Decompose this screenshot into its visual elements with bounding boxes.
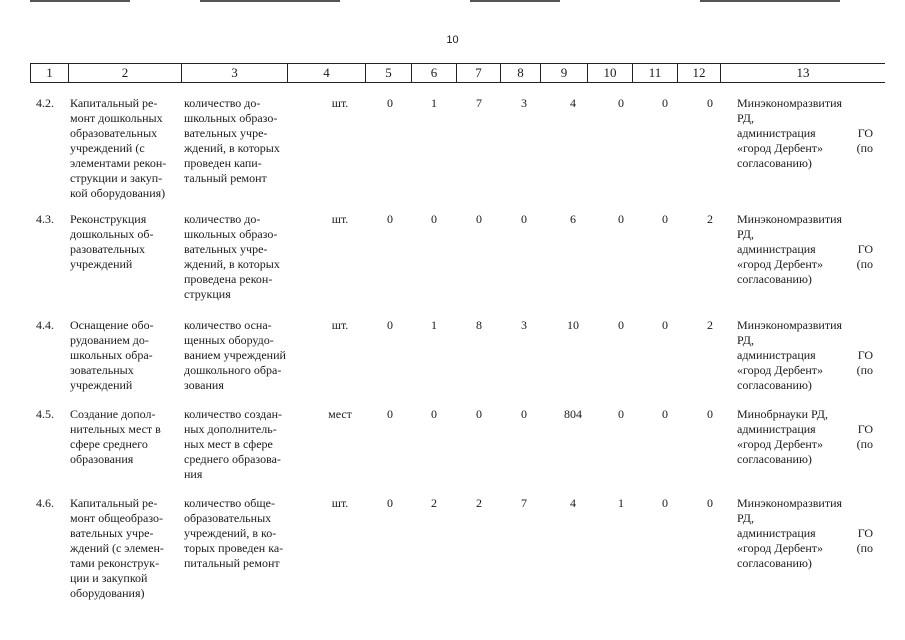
indicator-line: струкция bbox=[184, 287, 231, 301]
measure-name bbox=[70, 407, 178, 467]
indicator-line: количество до- bbox=[184, 212, 261, 226]
header-cell: 5 bbox=[365, 64, 411, 82]
value-cell: 3 bbox=[521, 318, 527, 332]
value-cell: 0 bbox=[387, 318, 393, 332]
header-cell: 4 bbox=[287, 64, 365, 82]
measure-name-line: Капитальный ре- bbox=[70, 496, 158, 510]
value-cell: 0 bbox=[431, 407, 437, 421]
executor-line: Минэкономразвития bbox=[737, 212, 843, 226]
value-cell: 1 bbox=[431, 318, 437, 332]
value-cell: 1 bbox=[618, 496, 624, 510]
indicator-text bbox=[184, 96, 304, 186]
header-cell: 9 bbox=[540, 64, 587, 82]
measure-name-line: зовательных bbox=[70, 363, 134, 377]
measure-name-line: вательных учре- bbox=[70, 526, 154, 540]
value-cell: 2 bbox=[476, 496, 482, 510]
measure-name-line: разовательных bbox=[70, 242, 146, 256]
scan-top-line bbox=[700, 0, 840, 2]
executor-line: согласованию) bbox=[737, 452, 812, 466]
indicator-text bbox=[184, 407, 304, 482]
value-cell: 3 bbox=[521, 96, 527, 110]
executor bbox=[737, 96, 873, 171]
executor-word: администрация bbox=[737, 422, 816, 436]
value-cell: 0 bbox=[707, 96, 713, 110]
measure-name-line: ции и закупкой bbox=[70, 571, 148, 585]
value-cell: 0 bbox=[618, 96, 624, 110]
value-cell: 7 bbox=[521, 496, 527, 510]
measure-name bbox=[70, 318, 178, 393]
executor-line: Минэкономразвития bbox=[737, 96, 843, 110]
value-cell: 8 bbox=[476, 318, 482, 332]
indicator-text bbox=[184, 496, 304, 571]
executor-word: ГО bbox=[857, 526, 873, 540]
page-number: 10 bbox=[446, 34, 459, 46]
value-cell: 0 bbox=[707, 407, 713, 421]
measure-name-line: Реконструкция bbox=[70, 212, 147, 226]
measure-name-line: оборудования) bbox=[70, 586, 145, 600]
scan-top-line bbox=[30, 0, 130, 2]
measure-name-line: школьных обра- bbox=[70, 348, 153, 362]
measure-name-line: образования bbox=[70, 452, 134, 466]
executor-word: «город Дербент» bbox=[737, 141, 823, 155]
measure-name-line: Капитальный ре- bbox=[70, 96, 158, 110]
indicator-line: проведен капи- bbox=[184, 156, 262, 170]
measure-name-line: струкции и закуп- bbox=[70, 171, 163, 185]
executor-line: Минобрнауки РД, bbox=[737, 407, 828, 421]
value-cell: 6 bbox=[570, 212, 576, 226]
indicator-line: школьных образо- bbox=[184, 111, 278, 125]
indicator-line: количество создан- bbox=[184, 407, 282, 421]
value-cell: 0 bbox=[387, 212, 393, 226]
value-cell: 10 bbox=[567, 318, 579, 332]
row-number: 4.5. bbox=[36, 407, 54, 421]
value-cell: 2 bbox=[431, 496, 437, 510]
executor-line bbox=[737, 526, 873, 541]
value-cell: 1 bbox=[431, 96, 437, 110]
value-cell: 0 bbox=[618, 407, 624, 421]
executor-line: Минэкономразвития bbox=[737, 318, 843, 332]
value-cell: 804 bbox=[564, 407, 582, 421]
indicator-line: ных мест в сфере bbox=[184, 437, 273, 451]
measure-name bbox=[70, 496, 178, 601]
indicator-line: торых проведен ка- bbox=[184, 541, 284, 555]
value-cell: 0 bbox=[476, 212, 482, 226]
indicator-line: ния bbox=[184, 467, 203, 481]
indicator-line: ванием учреждений bbox=[184, 348, 286, 362]
executor-word: «город Дербент» bbox=[737, 437, 823, 451]
table-header-row bbox=[30, 63, 885, 83]
measure-name-line: монт общеобразо- bbox=[70, 511, 164, 525]
executor-line bbox=[737, 437, 873, 452]
value-cell: 0 bbox=[662, 318, 668, 332]
executor-line: РД, bbox=[737, 333, 754, 347]
indicator-line: количество обще- bbox=[184, 496, 275, 510]
executor-line: согласованию) bbox=[737, 378, 812, 392]
unit: шт. bbox=[331, 496, 349, 510]
executor-line bbox=[737, 363, 873, 378]
executor-line bbox=[737, 141, 873, 156]
indicator-line: учреждений, в ко- bbox=[184, 526, 277, 540]
measure-name bbox=[70, 96, 178, 201]
executor-word: администрация bbox=[737, 348, 816, 362]
executor-word: администрация bbox=[737, 126, 816, 140]
executor-line: РД, bbox=[737, 511, 754, 525]
value-cell: 0 bbox=[618, 318, 624, 332]
executor-word: ГО bbox=[857, 348, 873, 362]
value-cell: 7 bbox=[476, 96, 482, 110]
measure-name-line: элементами рекон- bbox=[70, 156, 167, 170]
executor-line bbox=[737, 257, 873, 272]
measure-name-line: учреждений bbox=[70, 257, 133, 271]
header-cell: 8 bbox=[500, 64, 540, 82]
indicator-line: тальный ремонт bbox=[184, 171, 267, 185]
scan-top-line bbox=[470, 0, 560, 2]
value-cell: 0 bbox=[431, 212, 437, 226]
value-cell: 0 bbox=[618, 212, 624, 226]
row-number: 4.3. bbox=[36, 212, 54, 226]
indicator-line: щенных оборудо- bbox=[184, 333, 274, 347]
value-cell: 0 bbox=[387, 496, 393, 510]
value-cell: 2 bbox=[707, 212, 713, 226]
measure-name-line: кой оборудования) bbox=[70, 186, 166, 200]
value-cell: 4 bbox=[570, 496, 576, 510]
row-number: 4.2. bbox=[36, 96, 54, 110]
executor-word: ГО bbox=[857, 242, 873, 256]
value-cell: 4 bbox=[570, 96, 576, 110]
executor-word: «город Дербент» bbox=[737, 541, 823, 555]
header-cell: 13 bbox=[720, 64, 885, 82]
indicator-text bbox=[184, 318, 304, 393]
executor bbox=[737, 496, 873, 571]
executor-line bbox=[737, 348, 873, 363]
executor-line: РД, bbox=[737, 227, 754, 241]
header-cell: 1 bbox=[30, 64, 68, 82]
indicator-line: зования bbox=[184, 378, 224, 392]
value-cell: 0 bbox=[387, 407, 393, 421]
value-cell: 0 bbox=[521, 407, 527, 421]
indicator-line: вательных учре- bbox=[184, 126, 268, 140]
header-cell: 10 bbox=[587, 64, 632, 82]
value-cell: 0 bbox=[662, 212, 668, 226]
measure-name-line: Оснащение обо- bbox=[70, 318, 154, 332]
executor-line bbox=[737, 242, 873, 257]
indicator-line: среднего образова- bbox=[184, 452, 281, 466]
executor-word: «город Дербент» bbox=[737, 363, 823, 377]
executor-word: (по bbox=[856, 141, 873, 155]
measure-name-line: ждений (с элемен- bbox=[70, 541, 164, 555]
measure-name-line: сфере среднего bbox=[70, 437, 148, 451]
executor-word: (по bbox=[856, 363, 873, 377]
executor-word: (по bbox=[856, 541, 873, 555]
executor-line: Минэкономразвития bbox=[737, 496, 843, 510]
indicator-line: вательных учре- bbox=[184, 242, 268, 256]
measure-name-line: нительных мест в bbox=[70, 422, 161, 436]
value-cell: 0 bbox=[662, 96, 668, 110]
executor-word: ГО bbox=[857, 126, 873, 140]
indicator-line: ных дополнитель- bbox=[184, 422, 277, 436]
executor-line: согласованию) bbox=[737, 272, 812, 286]
header-cell: 11 bbox=[632, 64, 677, 82]
value-cell: 0 bbox=[707, 496, 713, 510]
header-cell: 3 bbox=[181, 64, 287, 82]
indicator-line: образовательных bbox=[184, 511, 272, 525]
executor-word: администрация bbox=[737, 526, 816, 540]
executor-word: (по bbox=[856, 437, 873, 451]
row-number: 4.4. bbox=[36, 318, 54, 332]
executor bbox=[737, 212, 873, 287]
scan-top-line bbox=[200, 0, 340, 2]
value-cell: 0 bbox=[476, 407, 482, 421]
unit: шт. bbox=[331, 96, 349, 110]
indicator-line: количество осна- bbox=[184, 318, 272, 332]
indicator-line: количество до- bbox=[184, 96, 261, 110]
measure-name-line: учреждений bbox=[70, 378, 133, 392]
executor-line: согласованию) bbox=[737, 156, 812, 170]
row-number: 4.6. bbox=[36, 496, 54, 510]
executor-word: (по bbox=[856, 257, 873, 271]
measure-name-line: монт дошкольных bbox=[70, 111, 163, 125]
measure-name-line: дошкольных об- bbox=[70, 227, 154, 241]
header-cell: 7 bbox=[456, 64, 500, 82]
measure-name bbox=[70, 212, 178, 272]
indicator-line: ждений, в которых bbox=[184, 257, 280, 271]
value-cell: 2 bbox=[707, 318, 713, 332]
indicator-line: проведена рекон- bbox=[184, 272, 273, 286]
unit: шт. bbox=[331, 212, 349, 226]
value-cell: 0 bbox=[387, 96, 393, 110]
indicator-text bbox=[184, 212, 304, 302]
executor-line bbox=[737, 541, 873, 556]
executor-line bbox=[737, 422, 873, 437]
executor-word: «город Дербент» bbox=[737, 257, 823, 271]
executor-word: ГО bbox=[857, 422, 873, 436]
executor-word: администрация bbox=[737, 242, 816, 256]
measure-name-line: образовательных bbox=[70, 126, 158, 140]
measure-name-line: тами реконструк- bbox=[70, 556, 160, 570]
value-cell: 0 bbox=[662, 407, 668, 421]
measure-name-line: Создание допол- bbox=[70, 407, 156, 421]
measure-name-line: учреждений (с bbox=[70, 141, 145, 155]
value-cell: 0 bbox=[662, 496, 668, 510]
header-cell: 6 bbox=[411, 64, 456, 82]
indicator-line: питальный ремонт bbox=[184, 556, 280, 570]
value-cell: 0 bbox=[521, 212, 527, 226]
executor bbox=[737, 407, 873, 467]
unit: мест bbox=[328, 407, 352, 421]
unit: шт. bbox=[331, 318, 349, 332]
executor-line bbox=[737, 126, 873, 141]
executor bbox=[737, 318, 873, 393]
header-cell: 12 bbox=[677, 64, 720, 82]
measure-name-line: рудованием до- bbox=[70, 333, 149, 347]
executor-line: согласованию) bbox=[737, 556, 812, 570]
indicator-line: дошкольного обра- bbox=[184, 363, 282, 377]
indicator-line: ждений, в которых bbox=[184, 141, 280, 155]
header-cell: 2 bbox=[68, 64, 181, 82]
indicator-line: школьных образо- bbox=[184, 227, 278, 241]
executor-line: РД, bbox=[737, 111, 754, 125]
